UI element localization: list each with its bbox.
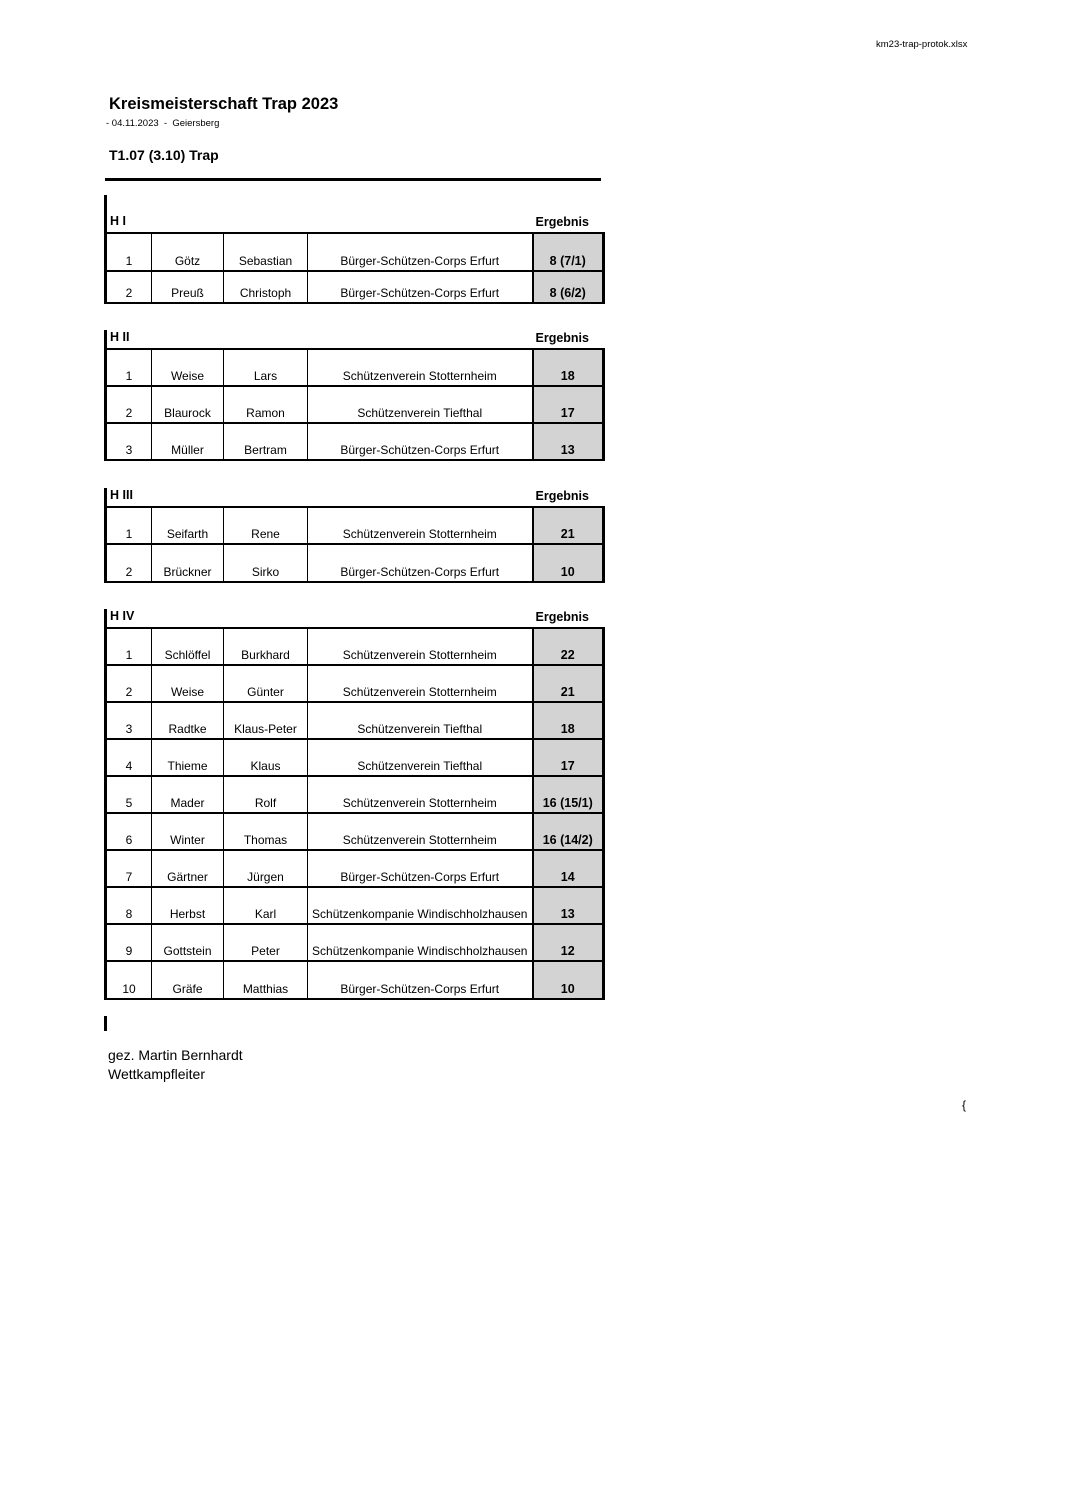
table-row [106, 544, 604, 582]
score-cell: 10 [533, 544, 604, 582]
last-name-cell: Blaurock [152, 386, 224, 423]
rank-cell: 3 [106, 423, 152, 460]
first-name-cell: Jürgen [224, 850, 308, 887]
rank-cell: 4 [106, 739, 152, 776]
last-name-cell: Mader [152, 776, 224, 813]
first-name-cell: Lars [224, 349, 308, 386]
club-cell: Schützenkompanie Windischholzhausen [308, 924, 533, 961]
last-name-cell: Schlöffel [152, 628, 224, 665]
club-cell: Schützenverein Tiefthal [308, 702, 533, 739]
last-name-cell: Preuß [152, 271, 224, 303]
table-row [106, 271, 604, 303]
last-name-cell: Müller [152, 423, 224, 460]
score-cell: 17 [533, 386, 604, 423]
rank-cell: 2 [106, 271, 152, 303]
last-name-cell: Radtke [152, 702, 224, 739]
table-row [106, 702, 604, 739]
last-name-cell: Gottstein [152, 924, 224, 961]
score-cell: 16 (14/2) [533, 813, 604, 850]
club-cell: Schützenverein Stotternheim [308, 665, 533, 702]
score-cell: 8 (7/1) [533, 233, 604, 271]
group-header [104, 488, 602, 506]
last-name-cell: Weise [152, 349, 224, 386]
file-name: km23-trap-protok.xlsx [876, 39, 968, 50]
rank-cell: 5 [106, 776, 152, 813]
score-cell: 21 [533, 507, 604, 544]
last-name-cell: Brückner [152, 544, 224, 582]
table-row [106, 665, 604, 702]
rank-cell: 1 [106, 628, 152, 665]
rank-cell: 3 [106, 702, 152, 739]
first-name-cell: Burkhard [224, 628, 308, 665]
club-cell: Bürger-Schützen-Corps Erfurt [308, 961, 533, 999]
header-rule [105, 178, 601, 181]
group-h-iii [104, 488, 602, 583]
results-table [104, 232, 605, 304]
score-cell: 22 [533, 628, 604, 665]
club-cell: Schützenverein Stotternheim [308, 349, 533, 386]
first-name-cell: Sebastian [224, 233, 308, 271]
rank-cell: 2 [106, 386, 152, 423]
last-name-cell: Gärtner [152, 850, 224, 887]
score-cell: 21 [533, 665, 604, 702]
first-name-cell: Matthias [224, 961, 308, 999]
last-name-cell: Winter [152, 813, 224, 850]
first-name-cell: Günter [224, 665, 308, 702]
table-row [106, 813, 604, 850]
club-cell: Bürger-Schützen-Corps Erfurt [308, 271, 533, 303]
table-row [106, 507, 604, 544]
first-name-cell: Rolf [224, 776, 308, 813]
results-table [104, 348, 605, 461]
first-name-cell: Sirko [224, 544, 308, 582]
table-row [106, 739, 604, 776]
discipline-heading: T1.07 (3.10) Trap [109, 147, 219, 163]
score-cell: 12 [533, 924, 604, 961]
club-cell: Schützenverein Stotternheim [308, 507, 533, 544]
rank-cell: 1 [106, 507, 152, 544]
result-column-header: Ergebnis [535, 489, 589, 503]
table-row [106, 386, 604, 423]
club-cell: Schützenverein Stotternheim [308, 776, 533, 813]
group-name: H I [110, 214, 126, 228]
score-cell: 13 [533, 423, 604, 460]
rank-cell: 2 [106, 665, 152, 702]
rank-cell: 1 [106, 349, 152, 386]
table-end-bar [104, 1016, 107, 1031]
table-row [106, 349, 604, 386]
score-cell: 17 [533, 739, 604, 776]
first-name-cell: Thomas [224, 813, 308, 850]
first-name-cell: Klaus [224, 739, 308, 776]
score-cell: 10 [533, 961, 604, 999]
club-cell: Bürger-Schützen-Corps Erfurt [308, 423, 533, 460]
group-name: H II [110, 330, 130, 344]
group-connector-bar [104, 195, 107, 214]
table-row [106, 628, 604, 665]
last-name-cell: Seifarth [152, 507, 224, 544]
score-cell: 18 [533, 702, 604, 739]
group-h-iv [104, 609, 602, 1000]
last-name-cell: Götz [152, 233, 224, 271]
table-row [106, 233, 604, 271]
score-cell: 14 [533, 850, 604, 887]
score-cell: 8 (6/2) [533, 271, 604, 303]
rank-cell: 2 [106, 544, 152, 582]
group-name: H III [110, 488, 133, 502]
result-column-header: Ergebnis [535, 331, 589, 345]
group-h-ii [104, 330, 602, 461]
rank-cell: 8 [106, 887, 152, 924]
table-row [106, 423, 604, 460]
document-subtitle: - 04.11.2023 - Geiersberg [106, 118, 220, 129]
first-name-cell: Peter [224, 924, 308, 961]
first-name-cell: Christoph [224, 271, 308, 303]
first-name-cell: Ramon [224, 386, 308, 423]
signature-name: gez. Martin Bernhardt [108, 1047, 243, 1063]
table-row [106, 850, 604, 887]
rank-cell: 6 [106, 813, 152, 850]
table-row [106, 887, 604, 924]
result-column-header: Ergebnis [535, 610, 589, 624]
last-name-cell: Thieme [152, 739, 224, 776]
club-cell: Schützenverein Tiefthal [308, 739, 533, 776]
last-name-cell: Weise [152, 665, 224, 702]
table-row [106, 961, 604, 999]
club-cell: Schützenkompanie Windischholzhausen [308, 887, 533, 924]
first-name-cell: Klaus-Peter [224, 702, 308, 739]
first-name-cell: Rene [224, 507, 308, 544]
first-name-cell: Karl [224, 887, 308, 924]
club-cell: Schützenverein Stotternheim [308, 628, 533, 665]
club-cell: Bürger-Schützen-Corps Erfurt [308, 544, 533, 582]
score-cell: 18 [533, 349, 604, 386]
group-header [104, 330, 602, 348]
first-name-cell: Bertram [224, 423, 308, 460]
signature-role: Wettkampfleiter [108, 1066, 205, 1082]
result-column-header: Ergebnis [535, 215, 589, 229]
rank-cell: 1 [106, 233, 152, 271]
table-row [106, 924, 604, 961]
rank-cell: 7 [106, 850, 152, 887]
group-header [104, 214, 602, 232]
document-title: Kreismeisterschaft Trap 2023 [109, 95, 339, 113]
group-h-i [104, 214, 602, 304]
last-name-cell: Gräfe [152, 961, 224, 999]
club-cell: Schützenverein Tiefthal [308, 386, 533, 423]
rank-cell: 10 [106, 961, 152, 999]
score-cell: 13 [533, 887, 604, 924]
club-cell: Bürger-Schützen-Corps Erfurt [308, 233, 533, 271]
last-name-cell: Herbst [152, 887, 224, 924]
club-cell: Schützenverein Stotternheim [308, 813, 533, 850]
club-cell: Bürger-Schützen-Corps Erfurt [308, 850, 533, 887]
group-header [104, 609, 602, 627]
score-cell: 16 (15/1) [533, 776, 604, 813]
footer-mark: { [962, 1098, 967, 1112]
group-name: H IV [110, 609, 135, 623]
results-table [104, 627, 605, 1000]
rank-cell: 9 [106, 924, 152, 961]
table-row [106, 776, 604, 813]
results-table [104, 506, 605, 583]
